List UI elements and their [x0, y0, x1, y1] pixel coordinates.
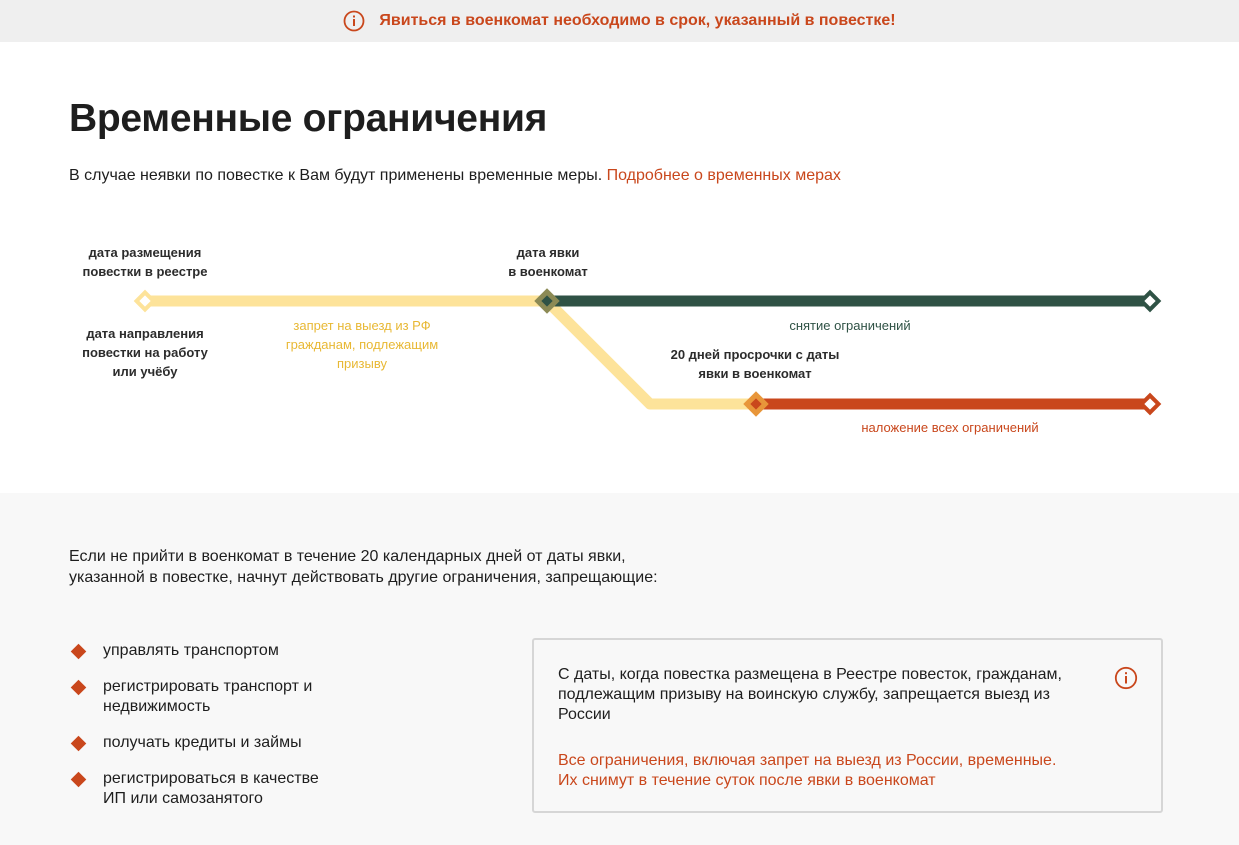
diamond-bullet-icon — [71, 644, 87, 660]
list-item: управлять транспортом — [73, 641, 319, 661]
node-lift-end — [1139, 290, 1162, 313]
node-registry-date — [134, 290, 157, 313]
label-appearance-date: дата явки в военкомат — [508, 245, 588, 279]
restrictions-intro: Если не прийти в военкомат в течение 20 календарных дней от даты явки, указанной в повестке, начнут действовать другие ограничения, запрещающие: — [69, 548, 658, 586]
list-item: регистрироваться в качестве ИП или самозанятого — [73, 769, 319, 809]
label-lift-restrictions: снятие ограничений — [789, 318, 911, 333]
list-item: получать кредиты и займы — [73, 733, 319, 753]
info-icon — [343, 10, 365, 32]
info-icon — [1114, 666, 1138, 690]
info-box-accent: Все ограничения, включая запрет на выезд из России, временные. Их снимут в течение суток после явки в военкомат — [558, 752, 1057, 789]
banner-text: Явиться в военкомат необходимо в срок, указанный в повестке! — [379, 12, 896, 29]
page-title: Временные ограничения — [69, 97, 548, 140]
restrictions-list — [73, 641, 319, 825]
label-delay: 20 дней просрочки с даты явки в военкомат — [670, 347, 840, 381]
node-all-end — [1139, 393, 1162, 416]
intro-text — [69, 167, 841, 185]
label-all-restrictions: наложение всех ограничений — [861, 420, 1039, 435]
diamond-bullet-icon — [71, 680, 87, 696]
diamond-bullet-icon — [71, 736, 87, 752]
label-registry-date: дата размещения повестки в реестре — [82, 245, 208, 279]
list-item: регистрировать транспорт и недвижимость — [73, 677, 319, 717]
info-box — [532, 638, 1163, 813]
intro-text-main: В случае неявки по повестке к Вам будут применены временные меры. — [69, 167, 603, 184]
node-delay-date — [743, 391, 768, 416]
more-info-link[interactable]: Подробнее о временных мерах — [606, 167, 841, 184]
diamond-bullet-icon — [71, 772, 87, 788]
label-sent-date: дата направления повестки на работу или учёбу — [82, 326, 208, 379]
label-exit-ban: запрет на выезд из РФ гражданам, подлежащим призыву — [285, 318, 439, 371]
warning-banner — [0, 0, 1239, 42]
restrictions-details — [0, 493, 1239, 845]
info-box-text: С даты, когда повестка размещена в Реестре повесток, гражданам, подлежащим призыву на воинскую службу, запрещается выезд из России — [558, 666, 1062, 723]
